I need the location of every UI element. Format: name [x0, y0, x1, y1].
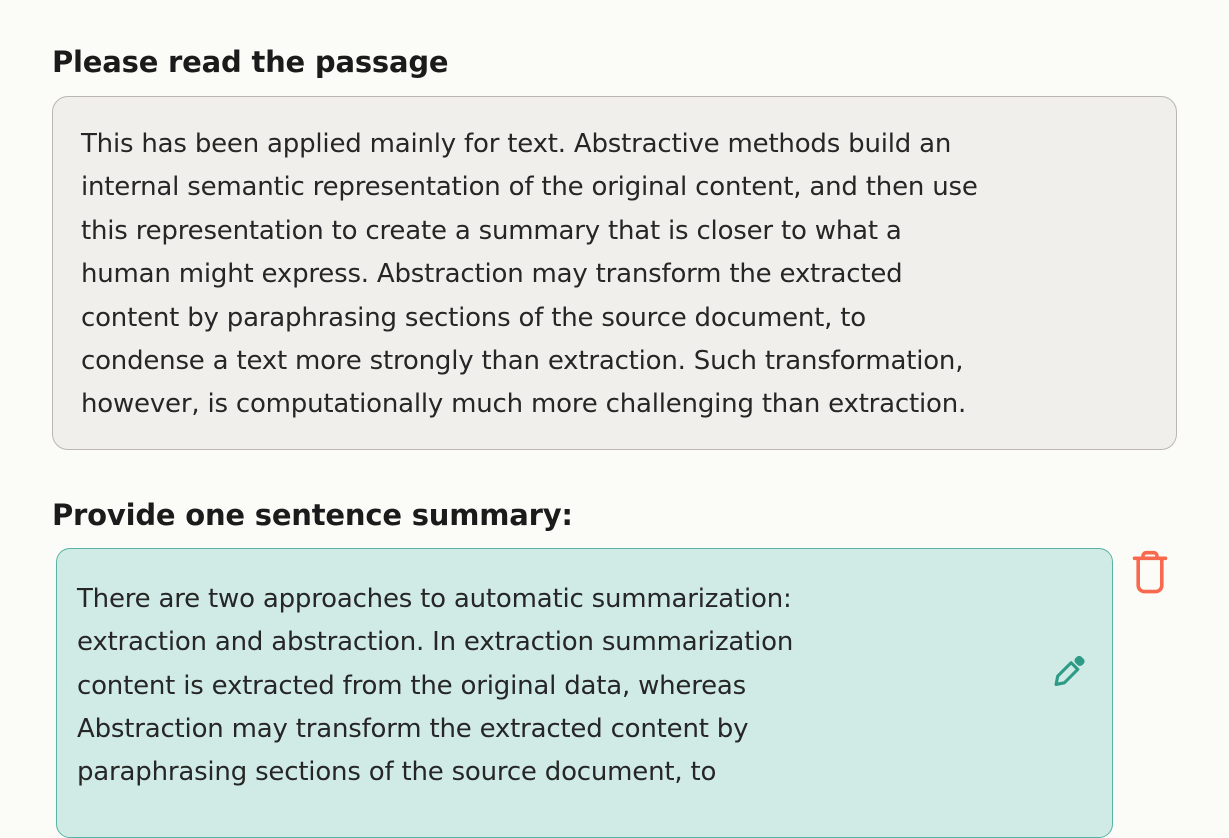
summary-title: Provide one sentence summary: [52, 497, 573, 532]
edit-summary-button[interactable] [1044, 657, 1086, 699]
passage-title: Please read the passage [52, 45, 449, 79]
summary-row [52, 548, 1177, 838]
trash-icon [1130, 584, 1170, 599]
passage-line: this representation to create a summary that is closer to what a [81, 215, 902, 246]
passage-line: human might express. Abstraction may transform the extracted [81, 259, 903, 290]
passage-line: however, is computationally much more challenging than extraction. [81, 389, 967, 420]
pencil-icon [1044, 687, 1086, 702]
passage-line: This has been applied mainly for text. Abstractive methods build an [81, 129, 952, 159]
summary-answer-box[interactable] [56, 548, 1113, 838]
summary-line: extraction and abstraction. In extraction summarization [77, 627, 794, 658]
summary-line: paraphrasing sections of the source document, to [77, 757, 717, 788]
summary-line: Abstraction may transform the extracted content by [77, 714, 749, 745]
passage-box [52, 96, 1177, 450]
passage-line: content by paraphrasing sections of the source document, to [81, 302, 866, 333]
delete-summary-button[interactable] [1130, 549, 1170, 596]
summary-line: content is extracted from the original data, whereas [77, 670, 747, 701]
passage-line: condense a text more strongly than extraction. Such transformation, [81, 346, 964, 377]
summary-line: There are two approaches to automatic summarization: [77, 583, 792, 614]
passage-line: internal semantic representation of the original content, and then use [81, 172, 978, 203]
